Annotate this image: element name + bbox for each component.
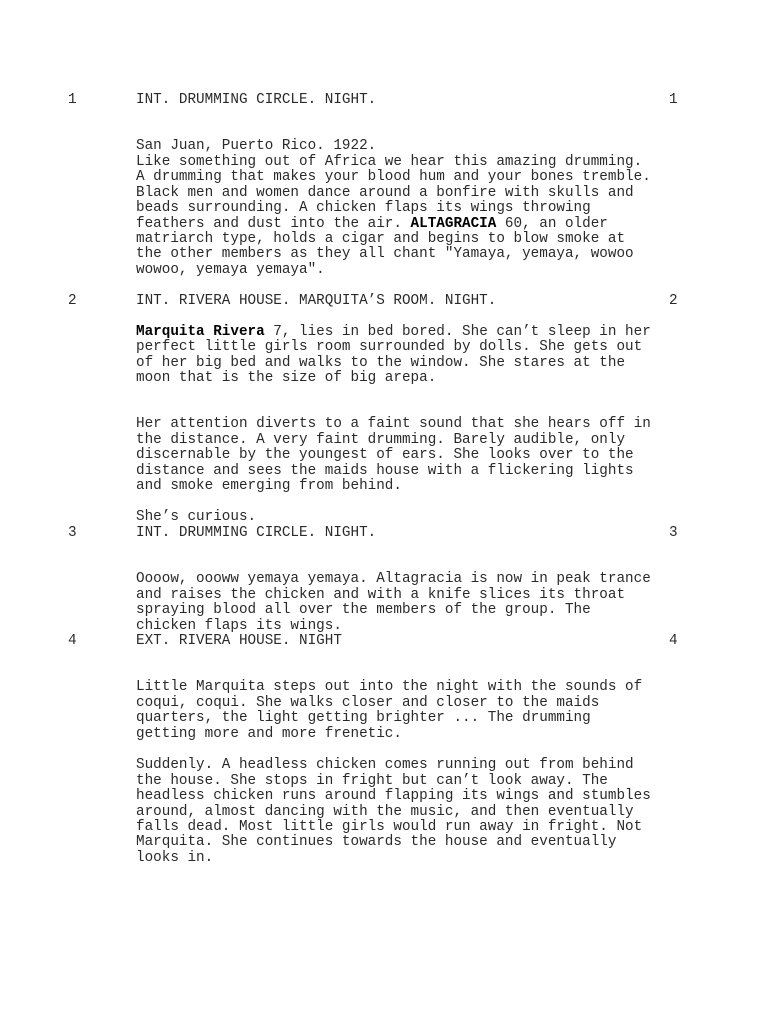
action-paragraph xyxy=(136,557,681,634)
action-text: Her attention diverts to a faint sound that she hears off in the distance. A very faint drumming. Barely audible, only discernable by the youngest of ears. She looks over to the distance and sees the maids house with a flickering lights and smoke emerging from behind. xyxy=(136,416,651,495)
scene-number-right: 4 xyxy=(669,633,678,649)
action-text: 7, lies in bed bored. She can’t sleep in her perfect little girls room surrounded by dolls. She gets out of her big bed and walks to the window. She stares at the moon that is the size of big arepa. xyxy=(136,324,651,387)
scene-heading: INT. RIVERA HOUSE. MARQUITA’S ROOM. NIGHT. xyxy=(136,293,497,309)
action-text: Suddenly. A headless chicken comes running out from behind the house. She stops in fright but can’t look away. The headless chicken runs around flapping its wings and stumbles around, almost dancing with the music, and then eventually falls dead. Most little girls would run away in fright. Not Marquita. She continues towards the house and eventually looks in. xyxy=(136,757,651,866)
scene-number-left: 1 xyxy=(68,92,77,108)
action-paragraph xyxy=(136,124,681,155)
scene-number-left: 3 xyxy=(68,525,77,541)
scene-number-right: 2 xyxy=(669,293,678,309)
scene-number-right: 1 xyxy=(669,92,678,108)
character-name: ALTAGRACIA xyxy=(410,215,497,232)
action-paragraph xyxy=(136,402,681,494)
action-text: Little Marquita steps out into the night with the sounds of coqui, coqui. She walks closer and closer to the maids quarters, the light getting brighter ... The drumming getting more and more frenetic. xyxy=(136,679,643,742)
action-text: She’s curious. xyxy=(136,509,257,526)
action-paragraph xyxy=(136,665,681,742)
action-text: Oooow, oooww yemaya yemaya. Altagracia is now in peak trance and raises the chicken and with a knife slices its throat spraying blood all over the members of the group. The chicken flaps its wings. xyxy=(136,571,651,634)
action-paragraph xyxy=(136,495,681,526)
action-paragraph xyxy=(136,325,681,387)
action-paragraph xyxy=(136,155,681,278)
action-text: San Juan, Puerto Rico. 1922. xyxy=(136,138,377,155)
scene-heading: EXT. RIVERA HOUSE. NIGHT xyxy=(136,633,342,649)
character-name: Marquita Rivera xyxy=(136,324,265,340)
scene-heading: INT. DRUMMING CIRCLE. NIGHT. xyxy=(136,525,377,541)
scene-heading: INT. DRUMMING CIRCLE. NIGHT. xyxy=(136,92,377,108)
action-text: 60, an older matriarch type, holds a cigar and begins to blow smoke at the other members as they all chant "Yamaya, yemaya, wowoo wowoo, yemaya yemaya". xyxy=(136,215,634,278)
scene-number-left: 4 xyxy=(68,633,77,649)
action-text: Like something out of Africa we hear this amazing drumming. A drumming that makes your blood hum and your bones tremble. Black men and women dance around a bonfire with skulls and beads surrounding. A chicken flaps its wings throwing feathers and dust into the air. xyxy=(136,154,651,232)
scene-number-left: 2 xyxy=(68,293,77,309)
scene-number-right: 3 xyxy=(669,525,678,541)
action-paragraph xyxy=(136,743,681,866)
